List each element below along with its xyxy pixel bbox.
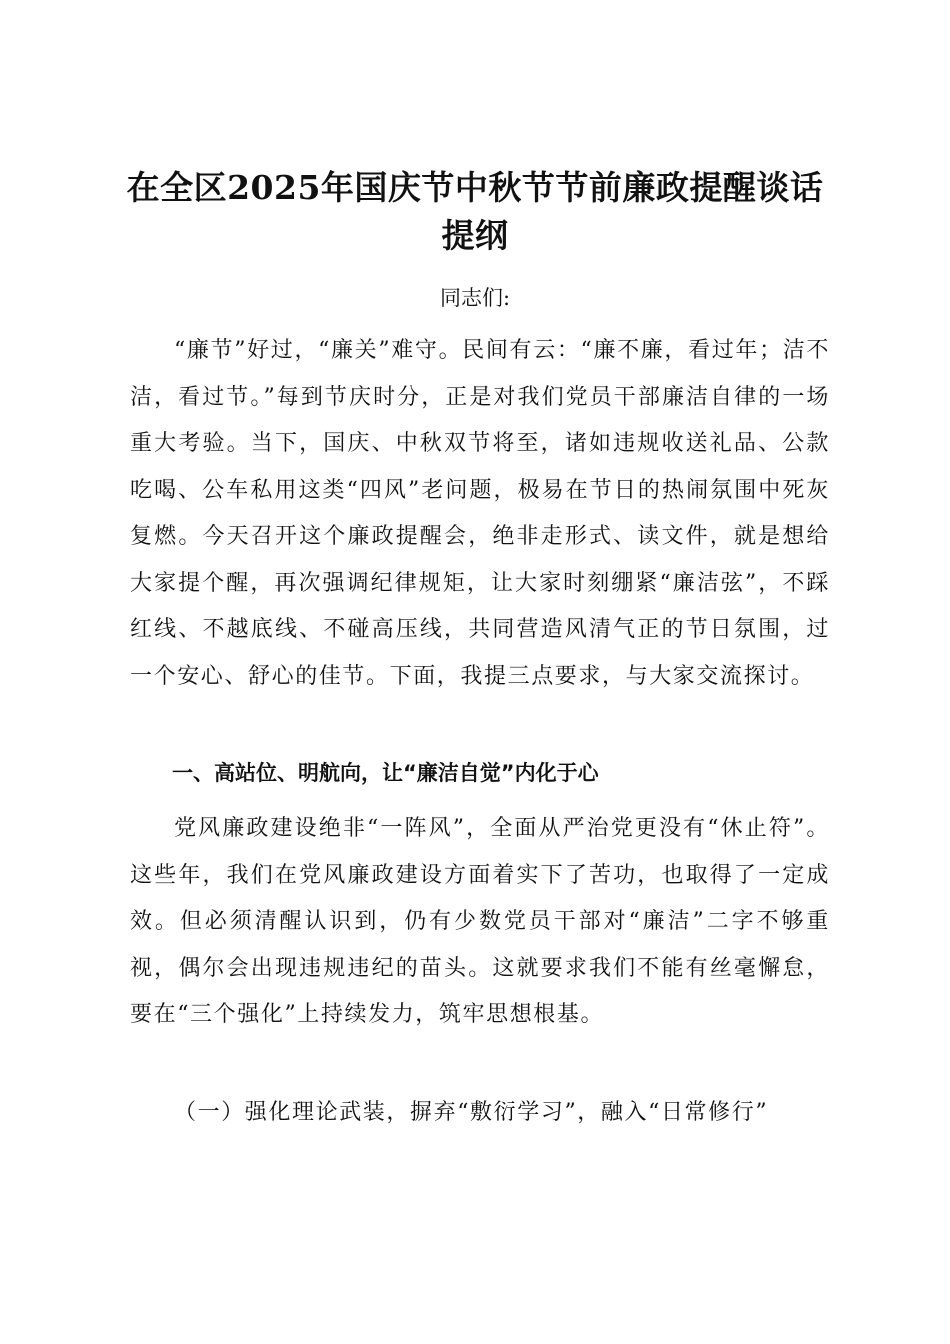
salutation: 同志们: <box>439 286 511 310</box>
section-heading-1: 一、高站位、明航向，让“廉洁自觉”内化于心 <box>172 761 599 785</box>
section-1-paragraph: 党风廉政建设绝非“一阵风”，全面从严治党更没有“休止符”。这些年，我们在党风廉政建设方面着实下了苦功，也取得了一定成效。但必须清醒认识到，仍有少数党员干部对“廉洁”二字不够重视，偶尔会出现违规违纪的苗头。这就要求我们不能有丝毫懈怠，要在“三个强化”上持续发力，筑牢思想根基。 <box>130 816 830 1027</box>
document-title: 在全区2025年国庆节中秋节节前廉政提醒谈话提纲 <box>126 168 824 255</box>
intro-paragraph: “廉节”好过，“廉关”难守。民间有云：“廉不廉，看过年；洁不洁，看过节。”每到节庆时分，正是对我们党员干部廉洁自律的一场重大考验。当下，国庆、中秋双节将至，诸如违规收送礼品、公款吃喝、公车私用这类“四风”老问题，极易在节日的热闹氛围中死灰复燃。今天召开这个廉政提醒会，绝非走形式、读文件，就是想给大家提个醒，再次强调纪律规矩，让大家时刻绷紧“廉洁弦”，不踩红线、不越底线、不碰高压线，共同营造风清气正的节日氛围，过一个安心、舒心的佳节。下面，我提三点要求，与大家交流探讨。 <box>130 338 830 689</box>
subsection-heading-1: （一）强化理论武装，摒弃“敷衍学习”，融入“日常修行” <box>174 1100 769 1125</box>
